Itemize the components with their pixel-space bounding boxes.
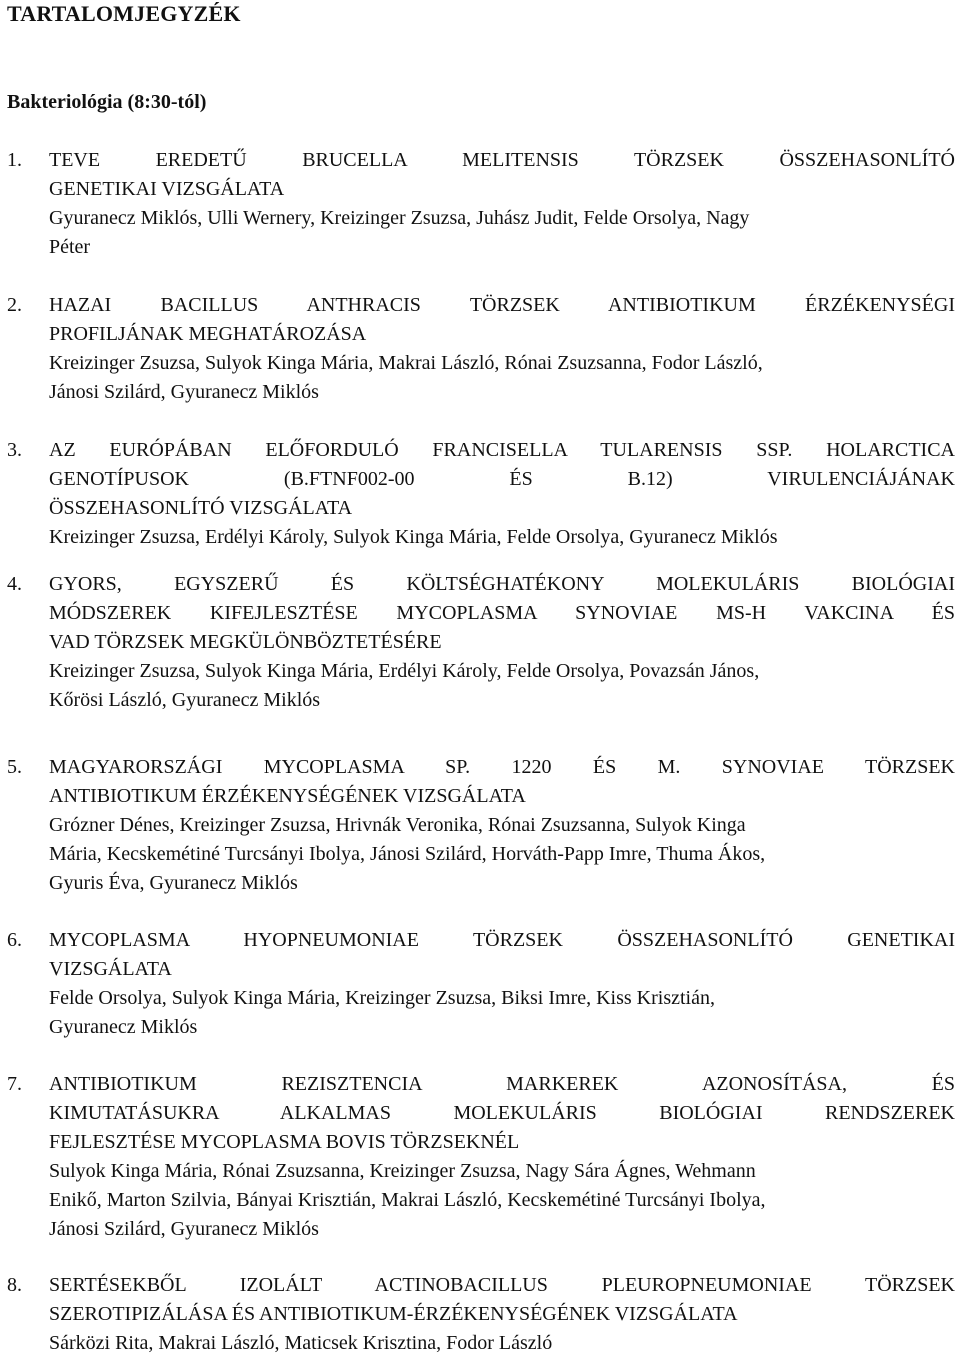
entry-title-line: MYCOPLASMA HYOPNEUMONIAE TÖRZSEK ÖSSZEHASONLÍTÓ GENETIKAI (49, 929, 955, 951)
entry-authors-line: Jánosi Szilárd, Gyuranecz Miklós (49, 381, 319, 403)
entry-body (49, 146, 955, 262)
entry-body (49, 436, 955, 552)
entry-title-line: KIMUTATÁSUKRA ALKALMAS MOLEKULÁRIS BIOLÓGIAI RENDSZEREK (49, 1102, 955, 1124)
entry-title-line: VAD TÖRZSEK MEGKÜLÖNBÖZTETÉSÉRE (49, 631, 442, 653)
entry-title-line: GENETIKAI VIZSGÁLATA (49, 178, 285, 200)
section-heading: Bakteriológia (8:30-tól) (7, 91, 207, 113)
entry-body (49, 1271, 955, 1358)
entry-body (49, 926, 955, 1042)
entry-authors-line: Sulyok Kinga Mária, Rónai Zsuzsanna, Kreizinger Zsuzsa, Nagy Sára Ágnes, Wehmann (49, 1160, 756, 1182)
entry-authors-line: Jánosi Szilárd, Gyuranecz Miklós (49, 1218, 319, 1240)
entry-authors-line: Kőrösi László, Gyuranecz Miklós (49, 689, 321, 711)
document-title: TARTALOMJEGYZÉK (7, 1, 241, 26)
entry-body (49, 291, 955, 407)
entry-authors-line: Felde Orsolya, Sulyok Kinga Mária, Kreizinger Zsuzsa, Biksi Imre, Kiss Krisztián, (49, 987, 715, 1009)
entry-title-line: FEJLESZTÉSE MYCOPLASMA BOVIS TÖRZSEKNÉL (49, 1131, 520, 1153)
entry-title-line: GYORS, EGYSZERŰ ÉS KÖLTSÉGHATÉKONY MOLEKULÁRIS BIOLÓGIAI (49, 573, 955, 595)
entry-authors-line: Gyuranecz Miklós, Ulli Wernery, Kreizinger Zsuzsa, Juhász Judit, Felde Orsolya, Nagy (49, 207, 750, 229)
entry-title-line: MÓDSZEREK KIFEJLESZTÉSE MYCOPLASMA SYNOVIAE MS-H VAKCINA ÉS (49, 602, 955, 624)
entry-authors-line: Péter (49, 236, 91, 258)
entry-number: 6. (7, 929, 22, 951)
entry-body (49, 570, 955, 715)
entry-authors-line: Grózner Dénes, Kreizinger Zsuzsa, Hrivnák Veronika, Rónai Zsuzsanna, Sulyok Kinga (49, 814, 746, 836)
entry-number: 1. (7, 149, 22, 171)
entry-authors-line: Gyuranecz Miklós (49, 1016, 198, 1038)
entry-authors-line: Kreizinger Zsuzsa, Sulyok Kinga Mária, Makrai László, Rónai Zsuzsanna, Fodor László, (49, 352, 763, 374)
entry-number: 7. (7, 1073, 22, 1095)
entry-body (49, 1070, 955, 1244)
entry-body (49, 753, 955, 898)
entry-authors-line: Kreizinger Zsuzsa, Sulyok Kinga Mária, Erdélyi Károly, Felde Orsolya, Povazsán János, (49, 660, 760, 682)
entry-number: 8. (7, 1274, 22, 1296)
entry-title-line: TEVE EREDETŰ BRUCELLA MELITENSIS TÖRZSEK ÖSSZEHASONLÍTÓ (49, 149, 955, 171)
entry-authors-line: Enikő, Marton Szilvia, Bányai Krisztián, Makrai László, Kecskemétiné Turcsányi Ibolya, (49, 1189, 766, 1211)
entry-title-line: AZ EURÓPÁBAN ELŐFORDULÓ FRANCISELLA TULARENSIS SSP. HOLARCTICA (49, 439, 955, 461)
entry-title-line: MAGYARORSZÁGI MYCOPLASMA SP. 1220 ÉS M. SYNOVIAE TÖRZSEK (49, 756, 955, 778)
entry-number: 2. (7, 294, 22, 316)
entry-title-line: ANTIBIOTIKUM REZISZTENCIA MARKEREK AZONOSÍTÁSA, ÉS (49, 1073, 955, 1095)
entry-title-line: SZEROTIPIZÁLÁSA ÉS ANTIBIOTIKUM-ÉRZÉKENYSÉGÉNEK VIZSGÁLATA (49, 1303, 738, 1325)
entry-number: 4. (7, 573, 22, 595)
entry-title-line: ANTIBIOTIKUM ÉRZÉKENYSÉGÉNEK VIZSGÁLATA (49, 785, 526, 807)
entry-authors-line: Gyuris Éva, Gyuranecz Miklós (49, 872, 298, 894)
entry-authors-line: Kreizinger Zsuzsa, Erdélyi Károly, Sulyok Kinga Mária, Felde Orsolya, Gyuranecz Miklós (49, 526, 778, 548)
entry-title-line: SERTÉSEKBŐL IZOLÁLT ACTINOBACILLUS PLEUROPNEUMONIAE TÖRZSEK (49, 1274, 955, 1296)
entry-title-line: GENOTÍPUSOK (B.FTNF002-00 ÉS B.12) VIRULENCIÁJÁNAK (49, 468, 955, 490)
entry-title-line: PROFILJÁNAK MEGHATÁROZÁSA (49, 323, 367, 345)
entry-title-line: ÖSSZEHASONLÍTÓ VIZSGÁLATA (49, 497, 353, 519)
entry-number: 3. (7, 439, 22, 461)
entry-title-line: VIZSGÁLATA (49, 958, 172, 980)
entry-number: 5. (7, 756, 22, 778)
entry-authors-line: Mária, Kecskemétiné Turcsányi Ibolya, Jánosi Szilárd, Horváth-Papp Imre, Thuma Ákos, (49, 843, 766, 865)
entry-authors-line: Sárközi Rita, Makrai László, Maticsek Krisztina, Fodor László (49, 1332, 553, 1354)
entry-title-line: HAZAI BACILLUS ANTHRACIS TÖRZSEK ANTIBIOTIKUM ÉRZÉKENYSÉGI (49, 294, 955, 316)
